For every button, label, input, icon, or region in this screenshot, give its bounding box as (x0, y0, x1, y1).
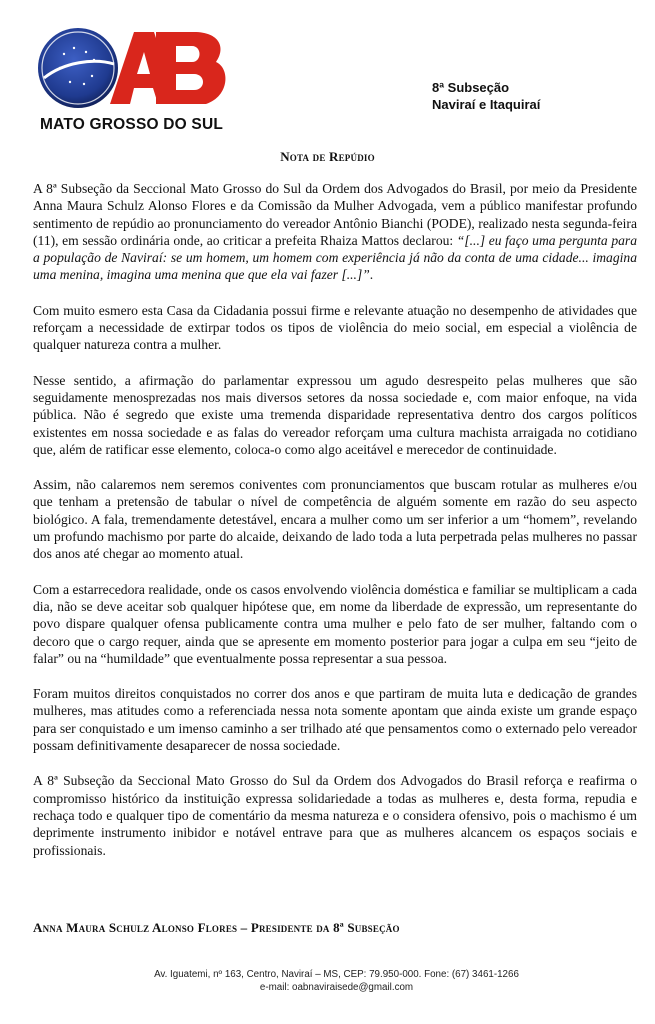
paragraph-6: Foram muitos direitos conquistados no correr dos anos e que partiram de muita luta e dedicação de grandes mulheres, mas atitudes como a referenciada nessa nota somente apontam que ainda existe um grande espaço para ser conquistado e um imenso caminho a ser trilhado até que pensamentos como o externado pelo vereador possam definitivamente desaparecer de nossa sociedade. (33, 686, 637, 754)
document-body (33, 180, 637, 877)
subsection-heading (432, 79, 540, 113)
paragraph-3: Nesse sentido, a afirmação do parlamentar expressou um agudo desrespeito pelas mulheres que são seguidamente menosprezadas nos mais diversos setores da nossa sociedade e, com maior enfoque, na vida pública. Não é segredo que existe uma tremenda disparidade representativa dentro dos cargos políticos existentes em nossa sociedade e as falas do vereador reforçam uma cultura machista arraigada no cotidiano que, além de ratificar esse elemento, coloca-o como algo aceitável e merecedor de continuidade. (33, 372, 637, 457)
document-title: Nota de Repúdio (280, 149, 375, 164)
oab-logo (34, 24, 234, 136)
footer (0, 968, 655, 994)
oab-logo-graphic (34, 24, 234, 116)
footer-email: e-mail: oabnaviraisede@gmail.com (259, 982, 414, 993)
signature-line: Anna Maura Schulz Alonso Flores – Presidente da 8ª Subseção (33, 920, 400, 935)
paragraph-1 (33, 180, 637, 284)
quote: “[...] eu faço uma pergunta para a população de Naviraí: se um homem, um homem com experiência já não da conta de uma cidade... imagina uma menina, imagina uma menina que que ela vai fazer [...]” (33, 232, 637, 283)
footer-address: Av. Iguatemi, nº 163, Centro, Naviraí – MS, CEP: 79.950-000. Fone: (67) 3461-1266 (154, 969, 519, 980)
paragraph-7: A 8ª Subseção da Seccional Mato Grosso do Sul da Ordem dos Advogados do Brasil reforça e reafirma o compromisso histórico da instituição expressa solidariedade a todas as mulheres e, desta forma, repudia e rechaça todo e qualquer tipo de comentário da mesma natureza e o considera ofensivo, pois o machismo é um deprimente instrumento inibidor e notável entrave para que as mulheres alcancem os espaços sociais e profissionais. (33, 773, 637, 858)
paragraph-5: Com a estarrecedora realidade, onde os casos envolvendo violência doméstica e familiar se multiplicam a cada dia, não se deve aceitar sob qualquer hipótese que, em nome da liberdade de expressão, um representante do povo dispare qualquer ofensa publicamente contra uma mulher e pelo fato de ser mulher, faltando com o decoro que o cargo requer, ainda que se apresente em momento posterior para jogar a culpa em seu “jeito de falar” ou na “humildade” que eventualmente possa representar a sua pessoa. (33, 581, 637, 666)
paragraph-1-tail: . (369, 267, 374, 283)
subsection-cities: Naviraí e Itaquiraí (432, 97, 541, 112)
paragraph-2: Com muito esmero esta Casa da Cidadania possui firme e relevante atuação no desempenho de atividades que reforçam a necessidade de extirpar todos os tipos de violência do meio social, em especial a violência de qualquer natureza contra a mulher. (33, 302, 637, 353)
paragraph-4: Assim, não calaremos nem seremos coniventes com pronunciamentos que buscam rotular as mulheres e/ou que tenham a pretensão de tabular o nível de competência de alguém somente em razão do seu aspecto biológico. A fala, tremendamente detestável, encara a mulher como um ser inferior a um “homem”, revelando um profundo machismo por parte do alcaide, deixando de lado toda a luta perpetrada pelas mulheres no passar dos anos até chegar ao momento atual. (33, 477, 637, 562)
paragraph-1-text: A 8ª Subseção da Seccional Mato Grosso do Sul da Ordem dos Advogados do Brasil, por meio da Presidente Anna Maura Schulz Alonso Flores e da Comissão da Mulher Advogada, vem a público manifestar profundo sentimento de repúdio ao pronunciamento do vereador Antônio Bianchi (PODE), realizado nesta segunda-feira (11), em sessão ordinária onde, ao criticar a prefeita Rhaiza Mattos declarou: (33, 181, 637, 248)
region-label: MATO GROSSO DO SUL (40, 116, 224, 133)
subsection-number: 8ª Subseção (432, 80, 510, 95)
